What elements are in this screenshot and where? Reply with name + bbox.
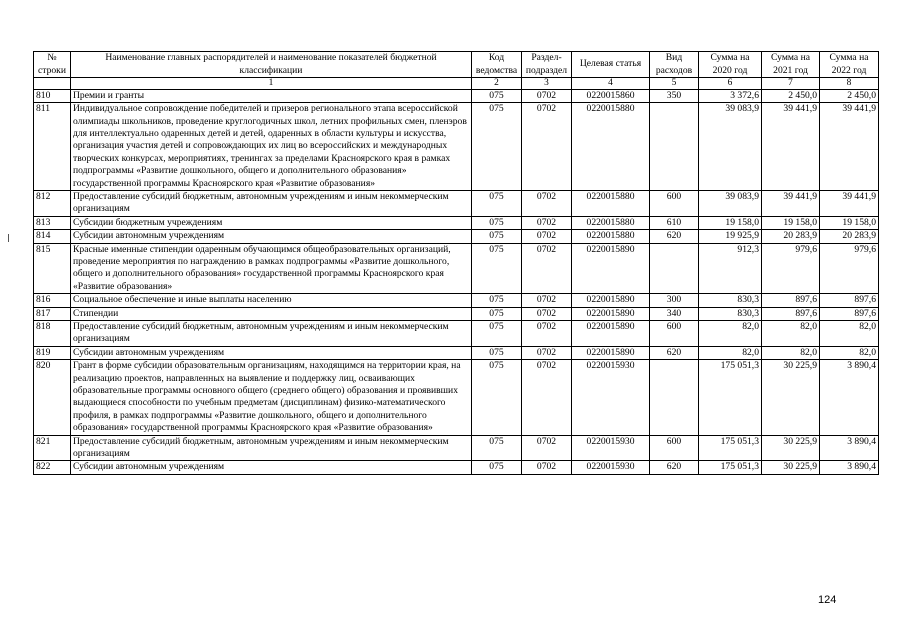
row-target: 0220015930 xyxy=(572,360,650,435)
row-expense-type: 620 xyxy=(650,461,699,474)
row-target: 0220015890 xyxy=(572,243,650,294)
row-section: 0702 xyxy=(522,216,572,229)
row-number: 821 xyxy=(34,435,71,461)
column-number: 4 xyxy=(572,78,650,90)
row-name: Красные именные стипендии одаренным обучающимся общеобразовательных организаций, проведение мероприятия по награждению в рамках подпрограммы «Развитие дошкольного, общего и дополнительного образования» государственной программы Красноярского края «Развитие образования» xyxy=(71,243,472,294)
table-row xyxy=(34,346,879,359)
row-sum-2021: 82,0 xyxy=(762,346,820,359)
row-sum-2021: 39 441,9 xyxy=(762,190,820,216)
row-expense-type: 620 xyxy=(650,346,699,359)
table-row xyxy=(34,230,879,243)
row-sum-2021: 30 225,9 xyxy=(762,435,820,461)
row-number: 817 xyxy=(34,307,71,320)
row-section: 0702 xyxy=(522,307,572,320)
budget-table xyxy=(33,51,879,475)
row-dept: 075 xyxy=(472,216,522,229)
row-dept: 075 xyxy=(472,294,522,307)
table-row xyxy=(34,294,879,307)
row-sum-2022: 82,0 xyxy=(820,346,879,359)
row-dept: 075 xyxy=(472,89,522,102)
row-section: 0702 xyxy=(522,190,572,216)
row-target: 0220015890 xyxy=(572,294,650,307)
row-sum-2021: 897,6 xyxy=(762,307,820,320)
row-number: 813 xyxy=(34,216,71,229)
table-row xyxy=(34,103,879,191)
row-sum-2021: 979,6 xyxy=(762,243,820,294)
row-section: 0702 xyxy=(522,435,572,461)
row-dept: 075 xyxy=(472,190,522,216)
row-target: 0220015930 xyxy=(572,461,650,474)
row-sum-2022: 979,6 xyxy=(820,243,879,294)
row-expense-type: 620 xyxy=(650,230,699,243)
header-target: Целевая статья xyxy=(572,52,650,78)
column-number: 1 xyxy=(71,78,472,90)
row-expense-type: 300 xyxy=(650,294,699,307)
row-sum-2022: 897,6 xyxy=(820,294,879,307)
row-target: 0220015930 xyxy=(572,435,650,461)
header-expense-type: Вид расходов xyxy=(650,52,699,78)
row-sum-2021: 39 441,9 xyxy=(762,103,820,191)
table-row xyxy=(34,435,879,461)
header-sum-2022: Сумма на 2022 год xyxy=(820,52,879,78)
row-sum-2022: 19 158,0 xyxy=(820,216,879,229)
row-sum-2020: 19 925,9 xyxy=(699,230,762,243)
row-target: 0220015880 xyxy=(572,103,650,191)
row-sum-2020: 82,0 xyxy=(699,346,762,359)
row-number: 814 xyxy=(34,230,71,243)
row-target: 0220015890 xyxy=(572,321,650,347)
row-number: 822 xyxy=(34,461,71,474)
row-number: 812 xyxy=(34,190,71,216)
row-sum-2020: 39 083,9 xyxy=(699,103,762,191)
row-dept: 075 xyxy=(472,461,522,474)
row-dept: 075 xyxy=(472,321,522,347)
row-sum-2022: 20 283,9 xyxy=(820,230,879,243)
row-expense-type: 600 xyxy=(650,435,699,461)
row-section: 0702 xyxy=(522,360,572,435)
row-name: Субсидии бюджетным учреждениям xyxy=(71,216,472,229)
row-dept: 075 xyxy=(472,103,522,191)
header-row-no: № строки xyxy=(34,52,71,78)
row-sum-2020: 3 372,6 xyxy=(699,89,762,102)
row-expense-type: 340 xyxy=(650,307,699,320)
column-number: 7 xyxy=(762,78,820,90)
page-number: 124 xyxy=(818,594,837,606)
row-target: 0220015880 xyxy=(572,216,650,229)
row-sum-2022: 82,0 xyxy=(820,321,879,347)
row-sum-2020: 830,3 xyxy=(699,294,762,307)
row-sum-2020: 39 083,9 xyxy=(699,190,762,216)
row-dept: 075 xyxy=(472,307,522,320)
row-number: 819 xyxy=(34,346,71,359)
row-target: 0220015880 xyxy=(572,190,650,216)
row-expense-type: 600 xyxy=(650,321,699,347)
row-number: 820 xyxy=(34,360,71,435)
header-name: Наименование главных распорядителей и наименование показателей бюджетной классификации xyxy=(71,52,472,78)
row-number: 818 xyxy=(34,321,71,347)
table-row xyxy=(34,190,879,216)
row-sum-2021: 20 283,9 xyxy=(762,230,820,243)
row-name: Субсидии автономным учреждениям xyxy=(71,230,472,243)
row-number: 810 xyxy=(34,89,71,102)
row-sum-2022: 3 890,4 xyxy=(820,461,879,474)
row-name: Индивидуальное сопровождение победителей и призеров регионального этапа всероссийской олимпиады школьников, проведение круглогодичных школ, летних профильных смен, пленэров для интеллектуально одаренных детей и детей, одаренных в области культуры и искусства, организация участия детей и сопровождающих их лиц во всероссийских и международных творческих конкурсах, мероприятиях, тренингах за пределами Красноярского края в рамках подпрограммы «Развитие дошкольного, общего и дополнительного образования» государственной программы Красноярского края «Развитие образования» xyxy=(71,103,472,191)
row-number: 811 xyxy=(34,103,71,191)
row-target: 0220015890 xyxy=(572,346,650,359)
row-sum-2020: 830,3 xyxy=(699,307,762,320)
row-sum-2022: 39 441,9 xyxy=(820,103,879,191)
row-target: 0220015860 xyxy=(572,89,650,102)
column-number: 5 xyxy=(650,78,699,90)
header-section: Раздел-подраздел xyxy=(522,52,572,78)
row-sum-2022: 39 441,9 xyxy=(820,190,879,216)
table-row xyxy=(34,307,879,320)
row-sum-2022: 3 890,4 xyxy=(820,435,879,461)
row-sum-2021: 2 450,0 xyxy=(762,89,820,102)
row-sum-2021: 897,6 xyxy=(762,294,820,307)
row-sum-2021: 82,0 xyxy=(762,321,820,347)
row-name: Субсидии автономным учреждениям xyxy=(71,461,472,474)
row-dept: 075 xyxy=(472,243,522,294)
row-number: 816 xyxy=(34,294,71,307)
row-expense-type: 610 xyxy=(650,216,699,229)
column-number: 2 xyxy=(472,78,522,90)
header-dept: Код ведомства xyxy=(472,52,522,78)
margin-mark xyxy=(8,234,9,242)
header-row xyxy=(34,52,879,78)
row-dept: 075 xyxy=(472,230,522,243)
row-dept: 075 xyxy=(472,360,522,435)
table-row xyxy=(34,216,879,229)
row-name: Предоставление субсидий бюджетным, автономным учреждениям и иным некоммерческим организациям xyxy=(71,190,472,216)
row-expense-type xyxy=(650,103,699,191)
row-name: Грант в форме субсидии образовательным организациям, находящимся на территории края, на реализацию проектов, направленных на выявление и поддержку лиц, осваивающих образовательные программы основного общего (среднего общего) образования и проявивших выдающиеся способности по учебным предметам (дисциплинам) физико-математического профиля, в рамках подпрограммы «Развитие дошкольного, общего и дополнительного образования» государственной программы Красноярского края «Развитие образования» xyxy=(71,360,472,435)
row-sum-2022: 897,6 xyxy=(820,307,879,320)
row-sum-2022: 2 450,0 xyxy=(820,89,879,102)
row-expense-type xyxy=(650,243,699,294)
column-number: 8 xyxy=(820,78,879,90)
row-expense-type: 600 xyxy=(650,190,699,216)
row-section: 0702 xyxy=(522,461,572,474)
row-sum-2020: 175 051,3 xyxy=(699,435,762,461)
row-name: Предоставление субсидий бюджетным, автономным учреждениям и иным некоммерческим организациям xyxy=(71,435,472,461)
row-target: 0220015890 xyxy=(572,307,650,320)
column-number xyxy=(34,78,71,90)
column-number: 3 xyxy=(522,78,572,90)
table-row xyxy=(34,243,879,294)
row-name: Стипендии xyxy=(71,307,472,320)
row-section: 0702 xyxy=(522,346,572,359)
row-section: 0702 xyxy=(522,243,572,294)
row-name: Премии и гранты xyxy=(71,89,472,102)
row-section: 0702 xyxy=(522,321,572,347)
row-name: Социальное обеспечение и иные выплаты населению xyxy=(71,294,472,307)
row-sum-2021: 30 225,9 xyxy=(762,360,820,435)
row-dept: 075 xyxy=(472,346,522,359)
row-sum-2020: 175 051,3 xyxy=(699,461,762,474)
row-section: 0702 xyxy=(522,89,572,102)
table-row xyxy=(34,321,879,347)
header-sum-2020: Сумма на 2020 год xyxy=(699,52,762,78)
row-name: Предоставление субсидий бюджетным, автономным учреждениям и иным некоммерческим организациям xyxy=(71,321,472,347)
column-number: 6 xyxy=(699,78,762,90)
row-sum-2020: 82,0 xyxy=(699,321,762,347)
row-sum-2022: 3 890,4 xyxy=(820,360,879,435)
row-section: 0702 xyxy=(522,230,572,243)
table-row xyxy=(34,360,879,435)
row-expense-type xyxy=(650,360,699,435)
table-row xyxy=(34,89,879,102)
row-name: Субсидии автономным учреждениям xyxy=(71,346,472,359)
row-number: 815 xyxy=(34,243,71,294)
row-sum-2021: 30 225,9 xyxy=(762,461,820,474)
row-target: 0220015880 xyxy=(572,230,650,243)
row-sum-2020: 912,3 xyxy=(699,243,762,294)
row-sum-2021: 19 158,0 xyxy=(762,216,820,229)
row-expense-type: 350 xyxy=(650,89,699,102)
table-row xyxy=(34,461,879,474)
row-section: 0702 xyxy=(522,103,572,191)
row-dept: 075 xyxy=(472,435,522,461)
row-section: 0702 xyxy=(522,294,572,307)
column-number-row xyxy=(34,78,879,90)
row-sum-2020: 19 158,0 xyxy=(699,216,762,229)
header-sum-2021: Сумма на 2021 год xyxy=(762,52,820,78)
row-sum-2020: 175 051,3 xyxy=(699,360,762,435)
